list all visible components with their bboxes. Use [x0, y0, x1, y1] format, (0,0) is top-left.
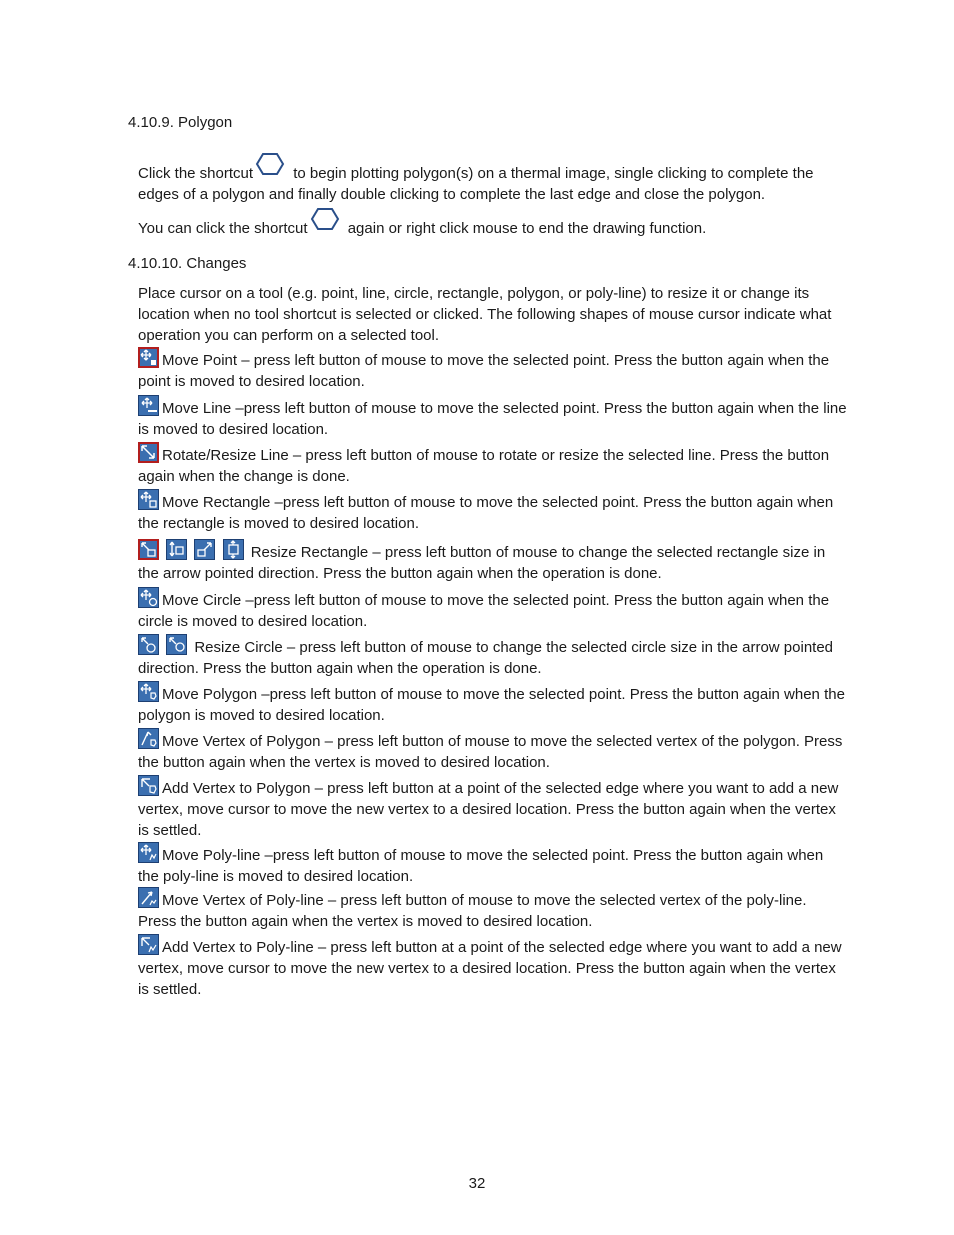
- changes-intro-paragraph: Place cursor on a tool (e.g. point, line, circle, rectangle, polygon, or poly-line) to resize it or change its location when no tool shortcut is selected or clicked. The following shapes of mouse cursor indicate what operation you can perform on a selected tool.: [138, 285, 832, 344]
- move-polygon-cursor-icon: [138, 681, 159, 702]
- polygon-paragraph-2: You can click the shortcut again or right click mouse to end the drawing function.: [138, 207, 848, 239]
- resize-rectangle-horizontal-icon: [223, 539, 244, 560]
- resize-rectangle-nw-icon: [138, 539, 159, 560]
- add-vertex-polygon-cursor-icon: [138, 775, 159, 796]
- resize-circle-cursor-icons: [138, 639, 194, 656]
- change-item-move-point: Move Point – press left button of mouse to move the selected point. Press the button again when the point is moved to desired location.: [138, 347, 848, 392]
- change-item-move-vertex-polyline: Move Vertex of Poly-line – press left button of mouse to move the selected vertex of the poly-line. Press the button again when the vertex is moved to desired location.: [138, 887, 848, 932]
- change-item-move-rectangle: Move Rectangle –press left button of mouse to move the selected point. Press the button again when the rectangle is moved to desired location.: [138, 489, 848, 534]
- change-item-move-circle: Move Circle –press left button of mouse to move the selected point. Press the button again when the circle is moved to desired location.: [138, 587, 848, 632]
- move-point-cursor-icon: [138, 347, 159, 368]
- move-vertex-polyline-cursor-icon: [138, 887, 159, 908]
- polygon-shortcut-icon: [255, 152, 285, 176]
- page-number: 32: [468, 1175, 486, 1192]
- resize-rectangle-vertical-icon: [166, 539, 187, 560]
- change-item-move-polyline: Move Poly-line –press left button of mouse to move the selected point. Press the button again when the poly-line is moved to desired location.: [138, 842, 848, 887]
- change-item-add-vertex-polyline: Add Vertex to Poly-line – press left button at a point of the selected edge where you want to add a new vertex, move cursor to move the new vertex to a desired location. Press the button again when the vertex is settled.: [138, 934, 848, 1000]
- move-vertex-polygon-cursor-icon: [138, 728, 159, 749]
- move-line-cursor-icon: [138, 395, 159, 416]
- resize-circle-ne-icon: [166, 634, 187, 655]
- resize-rectangle-ne-icon: [194, 539, 215, 560]
- move-rectangle-cursor-icon: [138, 489, 159, 510]
- polygon-paragraph-1: Click the shortcut to begin plotting polygon(s) on a thermal image, single clicking to complete the edges of a polygon and finally double clicking to complete the last edge and close the polygon.: [138, 152, 848, 205]
- change-item-move-vertex-polygon: Move Vertex of Polygon – press left button of mouse to move the selected vertex of the polygon. Press the button again when the vertex is moved to desired location.: [138, 728, 848, 773]
- change-item-resize-rectangle: Resize Rectangle – press left button of mouse to change the selected rectangle size in the arrow pointed direction. Press the button again when the operation is done.: [138, 539, 848, 584]
- change-item-rotate-resize-line: Rotate/Resize Line – press left button of mouse to rotate or resize the selected line. Press the button again when the change is done.: [138, 442, 848, 487]
- polygon-shortcut-icon: [310, 207, 340, 231]
- rotate-resize-line-cursor-icon: [138, 442, 159, 463]
- change-item-resize-circle: Resize Circle – press left button of mouse to change the selected circle size in the arrow pointed direction. Press the button again when the operation is done.: [138, 634, 848, 679]
- add-vertex-polyline-cursor-icon: [138, 934, 159, 955]
- section-heading-changes: 4.10.10. Changes: [128, 255, 247, 272]
- move-polyline-cursor-icon: [138, 842, 159, 863]
- change-item-move-polygon: Move Polygon –press left button of mouse to move the selected point. Press the button again when the polygon is moved to desired location.: [138, 681, 848, 726]
- move-circle-cursor-icon: [138, 587, 159, 608]
- resize-circle-nw-icon: [138, 634, 159, 655]
- change-item-move-line: Move Line –press left button of mouse to move the selected point. Press the button again when the line is moved to desired location.: [138, 395, 848, 440]
- resize-rectangle-cursor-icons: [138, 544, 251, 561]
- section-heading-polygon: 4.10.9. Polygon: [128, 114, 233, 131]
- change-item-add-vertex-polygon: Add Vertex to Polygon – press left button at a point of the selected edge where you want to add a new vertex, move cursor to move the new vertex to a desired location. Press the button again when the vertex is settled.: [138, 775, 848, 841]
